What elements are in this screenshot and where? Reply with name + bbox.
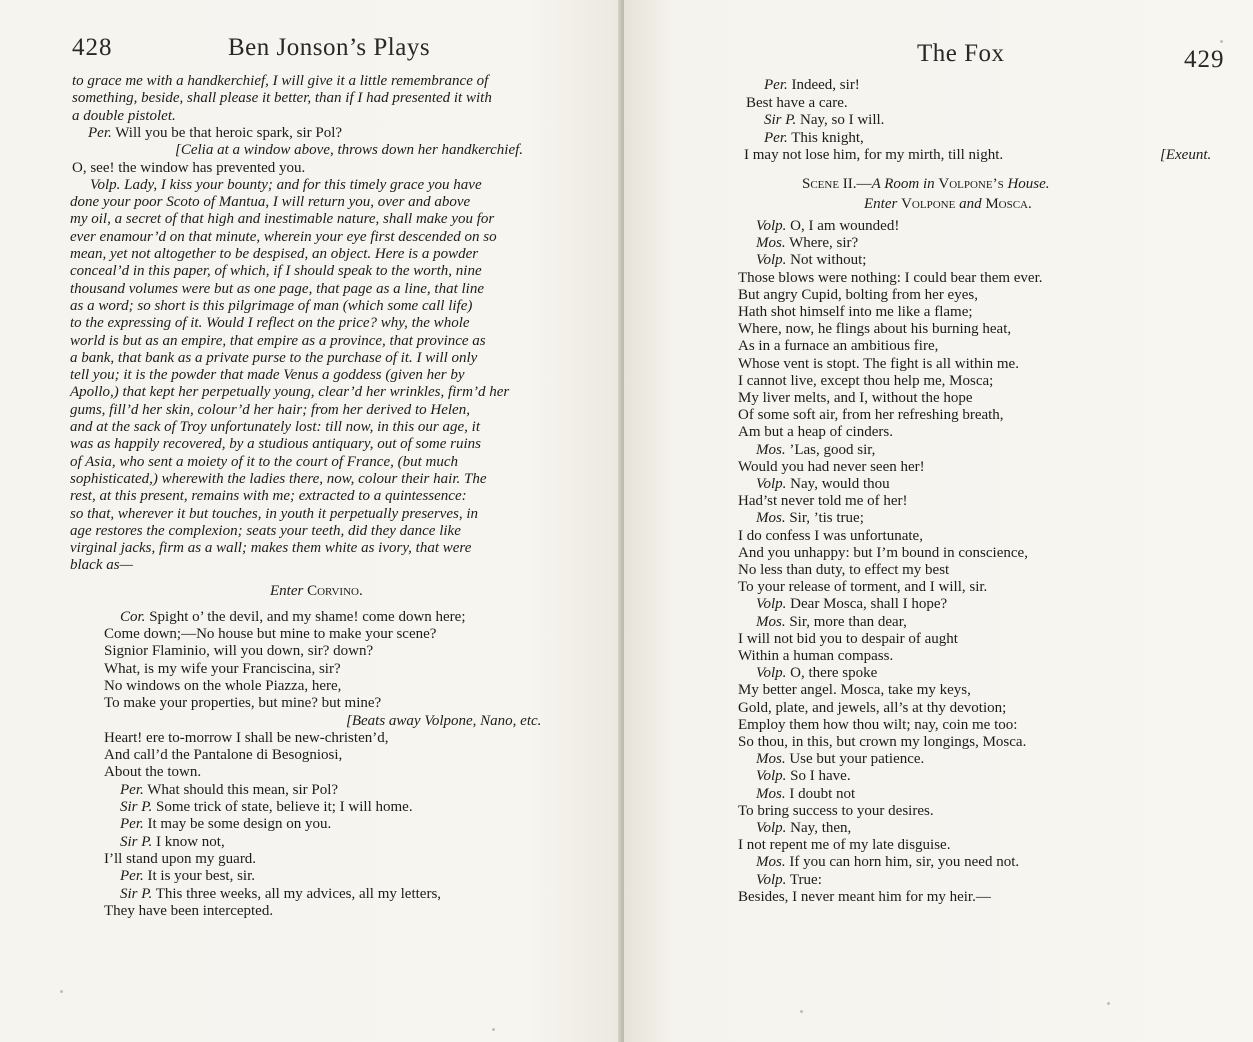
prose-line: tell you; it is the powder that made Venus a goddess (given her by [70, 367, 465, 384]
speech-text: What, is my wife your Franciscina, sir? [104, 660, 341, 677]
speaker-name: Mos. [756, 854, 786, 871]
stage-direction: [Exeunt. [1160, 147, 1212, 163]
verse-line [746, 95, 848, 112]
speech-text: Nay, so I will. [796, 112, 885, 128]
verse-line [104, 643, 373, 660]
speech-line [120, 609, 466, 626]
character-name: Volpone’s [938, 176, 1004, 192]
verse-line [738, 459, 925, 476]
speaker-name: Sir P. [764, 112, 797, 128]
verse-line [104, 764, 201, 781]
speech-text: I may not lose him, for my mirth, till night. [744, 147, 1004, 163]
speech-text: I’ll stand upon my guard. [104, 850, 257, 867]
speech-text: My liver melts, and I, without the hope [738, 390, 973, 406]
prose-line: as a word; so short is this pilgrimage of man (which some call life) [70, 297, 473, 314]
prose-line: age restores the complexion; seats your teeth, did they dance like [70, 522, 461, 539]
speech-text: Gold, plate, and jewels, all’s at thy devotion; [738, 699, 1007, 716]
verse-line [738, 562, 949, 579]
speech-text: I not repent me of my late disguise. [738, 837, 951, 854]
speech-text: No windows on the whole Piazza, here, [104, 677, 342, 694]
speaker-name: Mos. [756, 441, 786, 458]
speech-text: So thou, in this, but crown my longings, Mosca. [738, 734, 1027, 750]
speech-line [756, 252, 866, 269]
speech-line [756, 614, 907, 631]
verse-line [104, 903, 273, 920]
stage-direction [864, 196, 1032, 213]
prose-line: virginal jacks, firm as a wall; makes them white as ivory, that were [70, 540, 472, 557]
speech-text: If you can horn him, sir, you need not. [785, 854, 1020, 871]
speaker-name: Volp. [90, 176, 121, 193]
prose-line: to grace me with a handkerchief, I will give it a little remembrance of [72, 73, 489, 89]
prose-line: of Asia, who sent a moiety of it to the court of France, (but much [70, 453, 459, 470]
verse-line [104, 626, 436, 643]
verse-line [738, 356, 1019, 373]
verse-line [738, 338, 938, 355]
prose-line: black as— [70, 557, 133, 574]
verse-line [738, 579, 987, 596]
paper-speck [800, 1010, 803, 1013]
speaker-name: Per. [764, 129, 788, 146]
speech-line [756, 872, 822, 889]
prose-line: to the expressing of it. Would I reflect on the price? why, the whole [70, 315, 470, 332]
speaker-name: Volp. [756, 596, 787, 613]
verse-line [104, 678, 341, 695]
speech-text: Besides, I never meant him for my heir.— [738, 888, 991, 905]
speech-text: Nay, then, [786, 820, 852, 836]
prose-line: so that, wherever it but touches, in youth it perpetually preserves, in [70, 505, 478, 522]
speaker-name: Volp. [756, 665, 787, 682]
prose-line: and at the sack of Troy unfortunately lost: till now, in this our age, it [70, 419, 480, 435]
verse-line [104, 661, 341, 678]
paper-speck [1220, 40, 1223, 43]
scene-heading [802, 176, 1050, 193]
speech-text: Am but a heap of cinders. [738, 424, 893, 441]
speech-line [764, 112, 884, 129]
speaker-name: Mos. [756, 510, 786, 527]
character-name: Mosca. [985, 196, 1032, 212]
running-head: The Fox [917, 40, 1005, 67]
speech-text: Lady, I kiss your bounty; and for this timely grace you have [120, 176, 482, 193]
character-name: Volpone [901, 196, 956, 212]
speaker-name: Sir P. [120, 799, 153, 815]
verse-line [738, 304, 973, 321]
prose-line: Apollo,) that kept her perpetually young, clear’d her wrinkles, firm’d her [70, 384, 510, 401]
speech-text: Of some soft air, from her refreshing breath, [738, 407, 1004, 424]
speech-text: It may be some design on you. [143, 816, 332, 833]
speaker-name: Per. [120, 868, 144, 885]
speech-text: My better angel. Mosca, take my keys, [738, 682, 971, 699]
verse-line [738, 528, 923, 545]
page-number: 429 [1184, 46, 1225, 73]
speech-text: I will not bid you to despair of aught [738, 630, 958, 647]
prose-line: was as happily recovered, by a studious antiquary, out of some ruins [70, 436, 481, 453]
speech-text: Indeed, sir! [787, 77, 860, 93]
verse-line [738, 545, 1028, 562]
speech-text: ’Las, good sir, [785, 441, 876, 458]
speech-line [120, 816, 331, 833]
speech-text: Would you had never seen her! [738, 458, 925, 475]
speech-line [756, 235, 858, 252]
speech-text: This knight, [787, 129, 864, 146]
speech-line [756, 510, 864, 527]
speech-text: So I have. [786, 768, 851, 785]
scene-label: Scene II.— [802, 176, 872, 192]
speech-text: I know not, [152, 833, 225, 850]
verse-line [738, 734, 1026, 751]
speaker-name: Volp. [756, 252, 787, 269]
verse-line [738, 287, 978, 304]
speech-text: I do confess I was unfortunate, [738, 527, 923, 544]
character-name: Corvino. [307, 582, 363, 599]
prose-line: done your poor Scoto of Mantua, I will return you, over and above [70, 194, 471, 211]
speaker-name: Mos. [756, 751, 786, 768]
stage-direction: [Celia at a window above, throws down her handkerchief. [175, 142, 524, 159]
speaker-name: Volp. [756, 871, 787, 888]
speech-text: Come down;—No house but mine to make your scene? [104, 626, 437, 642]
speech-text: Had’st never told me of her! [738, 493, 908, 510]
paper-speck [492, 1028, 495, 1031]
speech-text: About the town. [104, 764, 202, 781]
speech-text: Not without; [786, 252, 867, 269]
speech-line [120, 868, 255, 885]
speech-text: Signior Flaminio, will you down, sir? down? [104, 643, 374, 660]
scene-location: A Room in [871, 176, 939, 192]
speech-line [756, 218, 899, 235]
enter-word: Enter [864, 196, 902, 212]
speech-text: Sir, more than dear, [785, 613, 907, 630]
speech-line [120, 782, 338, 799]
verse-line [738, 648, 893, 665]
verse-line [738, 493, 908, 510]
speech-line [756, 786, 855, 803]
speech-text: Where, now, he flings about his burning heat, [738, 321, 1012, 338]
speaker-name: Sir P. [120, 885, 153, 902]
speech-text: To your release of torment, and I will, sir. [738, 579, 988, 596]
speech-text: Heart! ere to-morrow I shall be new-christen’d, [104, 729, 389, 746]
speech-text: I cannot live, except thou help me, Mosca; [738, 372, 994, 389]
speech-line [120, 799, 413, 816]
speech-text: Spight o’ the devil, and my shame! come down here; [145, 608, 466, 625]
stage-direction: [Beats away Volpone, Nano, etc. [346, 712, 542, 729]
speech-line [764, 130, 864, 147]
speech-line [120, 886, 441, 903]
prose-line: thousand volumes were but as one page, that page as a line, that line [70, 280, 484, 297]
speech-text: Will you be that heroic spark, sir Pol? [111, 124, 343, 141]
speech-line [88, 125, 342, 142]
verse-line [104, 730, 388, 747]
speaker-name: Volp. [756, 476, 787, 492]
speech-text: What should this mean, sir Pol? [143, 781, 339, 798]
speech-line [756, 751, 924, 768]
speech-text: Within a human compass. [738, 648, 894, 664]
speech-text: And you unhappy: but I’m bound in conscience, [738, 544, 1028, 561]
speaker-name: Mos. [756, 785, 786, 802]
speech-text: It is your best, sir. [143, 868, 255, 885]
prose-line: world is but as an empire, that empire as a province, that province as [70, 332, 486, 349]
prose-line: a bank, that bank as a private purse to the purchase of it. I will only [70, 349, 478, 366]
prose-line: a double pistolet. [72, 107, 176, 124]
speech-line [756, 854, 1019, 871]
speaker-name: Mos. [756, 235, 786, 252]
speech-line [756, 768, 851, 785]
verse-line [744, 147, 1003, 164]
speech-text: True: [786, 871, 822, 888]
speaker-name: Per. [88, 124, 112, 141]
verse-line [72, 160, 305, 177]
stage-direction [270, 583, 363, 600]
speech-text: But angry Cupid, bolting from her eyes, [738, 286, 978, 303]
running-head: Ben Jonson’s Plays [228, 34, 431, 61]
verse-line [738, 390, 973, 407]
verse-line [104, 851, 256, 868]
verse-line [738, 682, 971, 699]
speaker-name: Per. [120, 816, 144, 833]
paper-speck [60, 990, 63, 993]
prose-line: conceal’d in this paper, of which, if I should speak to the worth, nine [70, 263, 482, 280]
speech-text: Use but your patience. [785, 751, 925, 768]
prose-line: my oil, a secret of that high and inestimable nature, shall make you for [70, 211, 495, 228]
speech-text: As in a furnace an ambitious fire, [738, 338, 939, 355]
speech-text: I doubt not [785, 785, 856, 802]
speech-text: They have been intercepted. [104, 902, 274, 919]
verse-line [738, 631, 958, 648]
verse-line [738, 889, 991, 906]
speech-line [756, 442, 875, 459]
enter-word: Enter [270, 582, 308, 599]
verse-line [738, 407, 1004, 424]
speech-line [756, 820, 851, 837]
speech-text: O, there spoke [786, 665, 878, 682]
speech-text: This three weeks, all my advices, all my letters, [152, 885, 442, 902]
speaker-name: Volp. [756, 218, 787, 234]
speech-line [756, 665, 877, 682]
speech-text: Where, sir? [785, 235, 859, 252]
scene-location: House. [1003, 176, 1050, 192]
speech-text: Nay, would thou [786, 476, 890, 492]
verse-line [738, 321, 1011, 338]
speech-text: To bring success to your desires. [738, 802, 934, 819]
speaker-name: Sir P. [120, 833, 153, 850]
speech-text: Hath shot himself into me like a flame; [738, 304, 973, 320]
verse-line [738, 837, 950, 854]
speech-text: And call’d the Pantalone di Besogniosi, [104, 747, 343, 764]
speaker-name: Mos. [756, 613, 786, 630]
speaker-name: Volp. [756, 768, 787, 785]
speech-text: Whose vent is stopt. The fight is all within me. [738, 355, 1019, 372]
speech-text: No less than duty, to effect my best [738, 562, 950, 578]
speech-text: To make your properties, but mine? but mine? [104, 695, 382, 712]
speech-line [764, 77, 860, 94]
prose-line: something, beside, shall please it better, than if I had presented it with [72, 90, 492, 107]
speaker-name: Volp. [756, 820, 787, 836]
prose-line: sophisticated,) wherewith the ladies there, now, colour their hair. The [70, 470, 487, 487]
speech-line [756, 476, 890, 493]
prose-line [90, 177, 482, 194]
enter-word: and [955, 196, 986, 212]
speaker-name: Per. [764, 77, 788, 93]
verse-line [738, 717, 1017, 734]
speech-text: Dear Mosca, shall I hope? [786, 596, 948, 613]
page-number: 428 [72, 34, 113, 61]
speech-text: Some trick of state, believe it; I will home. [152, 799, 413, 815]
speech-text: Best have a care. [746, 94, 848, 111]
speech-text: O, see! the window has prevented you. [72, 159, 306, 176]
prose-line: ever enamour’d on that minute, wherein your eye first descended on so [70, 228, 497, 245]
speaker-name: Cor. [120, 608, 146, 625]
verse-line [738, 803, 934, 820]
right-page [624, 0, 1253, 1042]
speech-text: Employ them how thou wilt; nay, coin me too: [738, 716, 1018, 733]
speech-text: Those blows were nothing: I could bear them ever. [738, 269, 1043, 286]
verse-line [738, 373, 993, 390]
speech-line [120, 834, 225, 851]
verse-line [104, 747, 342, 764]
verse-line [738, 424, 893, 441]
prose-line: gums, fill’d her skin, colour’d her hair; from her derived to Helen, [70, 401, 470, 418]
speaker-name: Per. [120, 781, 144, 798]
prose-line: mean, yet not altogether to be despised, an object. Here is a powder [70, 246, 479, 262]
prose-line: rest, at this present, remains with me; extracted to a quintessence: [70, 488, 467, 505]
speech-text: O, I am wounded! [786, 218, 900, 234]
speech-text: Sir, ’tis true; [785, 510, 864, 527]
left-page [0, 0, 622, 1042]
verse-line [104, 695, 381, 712]
paper-speck [1107, 1002, 1110, 1005]
verse-line [738, 700, 1006, 717]
verse-line [738, 270, 1043, 287]
speech-line [756, 596, 947, 613]
